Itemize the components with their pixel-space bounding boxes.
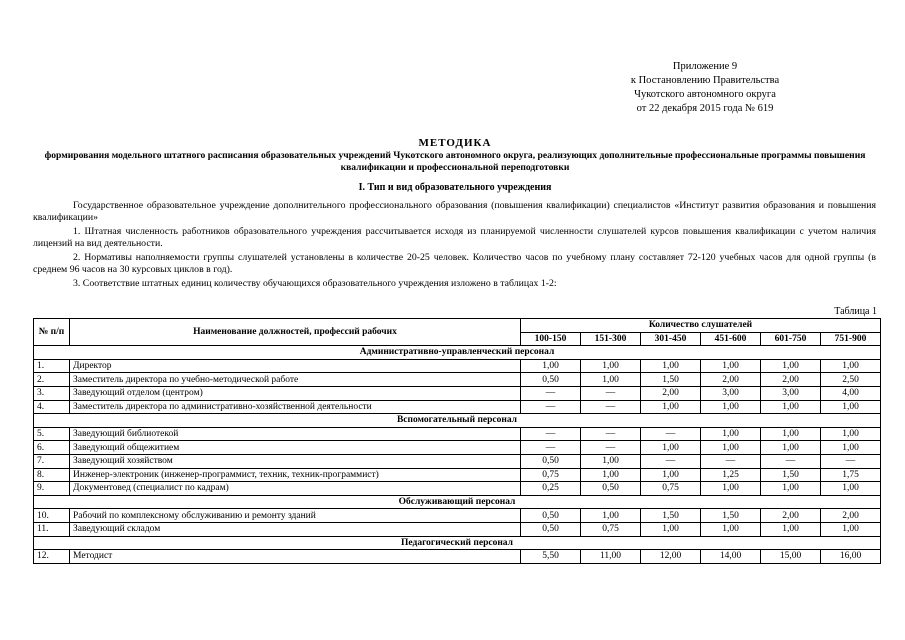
staff-value: 2,00 <box>761 509 821 523</box>
position-name: Заведующий хозяйством <box>70 454 521 468</box>
document-title: МЕТОДИКА <box>418 137 492 149</box>
table-row <box>34 386 881 400</box>
table-row <box>34 522 881 536</box>
table-row <box>34 400 881 414</box>
staff-value: 2,50 <box>821 373 881 387</box>
staff-value: — <box>641 427 701 441</box>
appendix-block <box>595 60 815 116</box>
staff-value: 0,50 <box>521 509 581 523</box>
staff-value: 1,00 <box>821 441 881 455</box>
staff-value: — <box>521 386 581 400</box>
table-header <box>34 319 881 346</box>
row-number: 2. <box>34 373 70 387</box>
staff-value: 2,00 <box>701 373 761 387</box>
table-row <box>34 359 881 373</box>
group-title: Вспомогательный персонал <box>34 414 881 428</box>
staff-value: 1,00 <box>821 482 881 496</box>
staff-value: 1,00 <box>581 509 641 523</box>
staff-value: 1,00 <box>581 454 641 468</box>
header-range: 751-900 <box>821 332 881 346</box>
staff-value: 1,00 <box>821 400 881 414</box>
staff-value: 1,00 <box>701 359 761 373</box>
header-range: 151-300 <box>581 332 641 346</box>
title-block <box>30 137 880 174</box>
staff-value: 1,00 <box>581 468 641 482</box>
staff-table <box>33 318 881 564</box>
staff-value: 1,00 <box>761 427 821 441</box>
group-title: Обслуживающий персонал <box>34 495 881 509</box>
row-number: 12. <box>34 550 70 564</box>
staff-value: 1,00 <box>821 522 881 536</box>
staff-value: 1,00 <box>821 359 881 373</box>
staff-value: 0,50 <box>521 522 581 536</box>
paragraph: 2. Нормативы наполняемости группы слушателей установлены в количестве 20-25 человек. Количество часов по учебному плану составляет 72-120 учебных часов для одной группы (в среднем 96 часов на 30 курсовых циклов в год). <box>33 252 876 275</box>
appendix-line: Чукотского автономного округа <box>634 89 776 100</box>
staff-value: — <box>581 386 641 400</box>
table-row <box>34 468 881 482</box>
staff-value: — <box>521 400 581 414</box>
row-number: 11. <box>34 522 70 536</box>
staff-value: 1,00 <box>521 359 581 373</box>
group-row <box>34 536 881 550</box>
row-number: 7. <box>34 454 70 468</box>
staff-value: 0,75 <box>521 468 581 482</box>
position-name: Инженер-электроник (инженер-программист, техник, техник-программист) <box>70 468 521 482</box>
staff-value: 2,00 <box>761 373 821 387</box>
staff-value: — <box>581 441 641 455</box>
staff-value: — <box>761 454 821 468</box>
staff-value: 1,00 <box>701 427 761 441</box>
staff-value: 1,50 <box>641 373 701 387</box>
staff-value: 14,00 <box>701 550 761 564</box>
staff-value: 2,00 <box>821 509 881 523</box>
appendix-line: от 22 декабря 2015 года № 619 <box>636 103 774 114</box>
staff-value: 1,00 <box>701 482 761 496</box>
table-row <box>34 482 881 496</box>
header-range: 100-150 <box>521 332 581 346</box>
staff-value: — <box>581 427 641 441</box>
appendix-line: к Постановлению Правительства <box>630 75 780 86</box>
staff-value: 0,75 <box>581 522 641 536</box>
staff-value: 1,00 <box>641 359 701 373</box>
row-number: 6. <box>34 441 70 455</box>
header-range: 301-450 <box>641 332 701 346</box>
group-row <box>34 414 881 428</box>
group-row <box>34 495 881 509</box>
staff-value: 5,50 <box>521 550 581 564</box>
paragraph: 1. Штатная численность работников образовательного учреждения рассчитывается исходя из планируемой численности слушателей курсов повышения квалификации с учетом наличия лицензий на вид деятельности. <box>33 226 876 249</box>
staff-value: 12,00 <box>641 550 701 564</box>
row-number: 4. <box>34 400 70 414</box>
row-number: 1. <box>34 359 70 373</box>
staff-value: — <box>521 427 581 441</box>
paragraph: Государственное образовательное учреждение дополнительного профессионального образования (повышения квалификации) специалистов «Институт развития образования и повышения квалификации» <box>33 200 876 223</box>
staff-value: 0,50 <box>521 373 581 387</box>
appendix-line: Приложение 9 <box>672 61 738 72</box>
document-subtitle: формирования модельного штатного расписания образовательных учреждений Чукотского автономного округа, реализующих дополнительные профессиональные программы повышения квалификации и профессиональной переподготовки <box>44 150 866 173</box>
staff-value: 1,50 <box>701 509 761 523</box>
staff-value: 0,75 <box>641 482 701 496</box>
staff-value: 1,00 <box>761 441 821 455</box>
staff-value: 1,00 <box>641 468 701 482</box>
row-number: 9. <box>34 482 70 496</box>
staff-value: 3,00 <box>761 386 821 400</box>
staff-value: 15,00 <box>761 550 821 564</box>
staff-value: 1,00 <box>701 441 761 455</box>
group-title: Административно-управленческий персонал <box>34 346 881 360</box>
position-name: Методист <box>70 550 521 564</box>
row-number: 5. <box>34 427 70 441</box>
position-name: Заведующий общежитием <box>70 441 521 455</box>
position-name: Заведующий отделом (центром) <box>70 386 521 400</box>
staff-value: — <box>581 400 641 414</box>
staff-value: 1,00 <box>761 359 821 373</box>
table-row <box>34 373 881 387</box>
staff-value: 0,25 <box>521 482 581 496</box>
body-text <box>33 200 876 292</box>
staff-value: 1,00 <box>641 441 701 455</box>
header-range: 451-600 <box>701 332 761 346</box>
staff-value: 16,00 <box>821 550 881 564</box>
staff-value: 1,00 <box>761 482 821 496</box>
staff-value: 0,50 <box>581 482 641 496</box>
position-name: Документовед (специалист по кадрам) <box>70 482 521 496</box>
header-num: № п/п <box>34 319 70 346</box>
table-row <box>34 427 881 441</box>
header-range: 601-750 <box>761 332 821 346</box>
header-name: Наименование должностей, профессий рабочих <box>70 319 521 346</box>
staff-value: 1,00 <box>701 400 761 414</box>
staff-value: — <box>701 454 761 468</box>
paragraph: 3. Соответствие штатных единиц количеству обучающихся образовательного учреждения изложено в таблицах 1-2: <box>73 278 557 289</box>
row-number: 3. <box>34 386 70 400</box>
table-row <box>34 509 881 523</box>
group-title: Педагогический персонал <box>34 536 881 550</box>
staff-value: — <box>641 454 701 468</box>
section-heading: I. Тип и вид образовательного учреждения <box>358 182 552 193</box>
header-listeners: Количество слушателей <box>521 319 881 333</box>
row-number: 10. <box>34 509 70 523</box>
position-name: Заместитель директора по административно-хозяйственной деятельности <box>70 400 521 414</box>
staff-value: 1,25 <box>701 468 761 482</box>
staff-value: 1,00 <box>761 522 821 536</box>
staff-value: 1,00 <box>641 522 701 536</box>
staff-value: — <box>521 441 581 455</box>
table-row <box>34 550 881 564</box>
staff-value: 4,00 <box>821 386 881 400</box>
group-row <box>34 346 881 360</box>
staff-value: 11,00 <box>581 550 641 564</box>
staff-value: 0,50 <box>521 454 581 468</box>
staff-value: 1,00 <box>701 522 761 536</box>
staff-value: 3,00 <box>701 386 761 400</box>
staff-value: 1,00 <box>761 400 821 414</box>
staff-value: 1,50 <box>641 509 701 523</box>
position-name: Заведующий складом <box>70 522 521 536</box>
staff-value: 1,00 <box>581 373 641 387</box>
table-row <box>34 454 881 468</box>
staff-value: 1,50 <box>761 468 821 482</box>
staff-value: 1,00 <box>581 359 641 373</box>
table-body <box>34 346 881 564</box>
table-caption: Таблица 1 <box>834 306 877 317</box>
position-name: Заведующий библиотекой <box>70 427 521 441</box>
position-name: Заместитель директора по учебно-методической работе <box>70 373 521 387</box>
position-name: Директор <box>70 359 521 373</box>
staff-value: 1,75 <box>821 468 881 482</box>
table-row <box>34 441 881 455</box>
staff-value: — <box>821 454 881 468</box>
staff-value: 1,00 <box>821 427 881 441</box>
staff-value: 1,00 <box>641 400 701 414</box>
position-name: Рабочий по комплексному обслуживанию и ремонту зданий <box>70 509 521 523</box>
row-number: 8. <box>34 468 70 482</box>
staff-value: 2,00 <box>641 386 701 400</box>
